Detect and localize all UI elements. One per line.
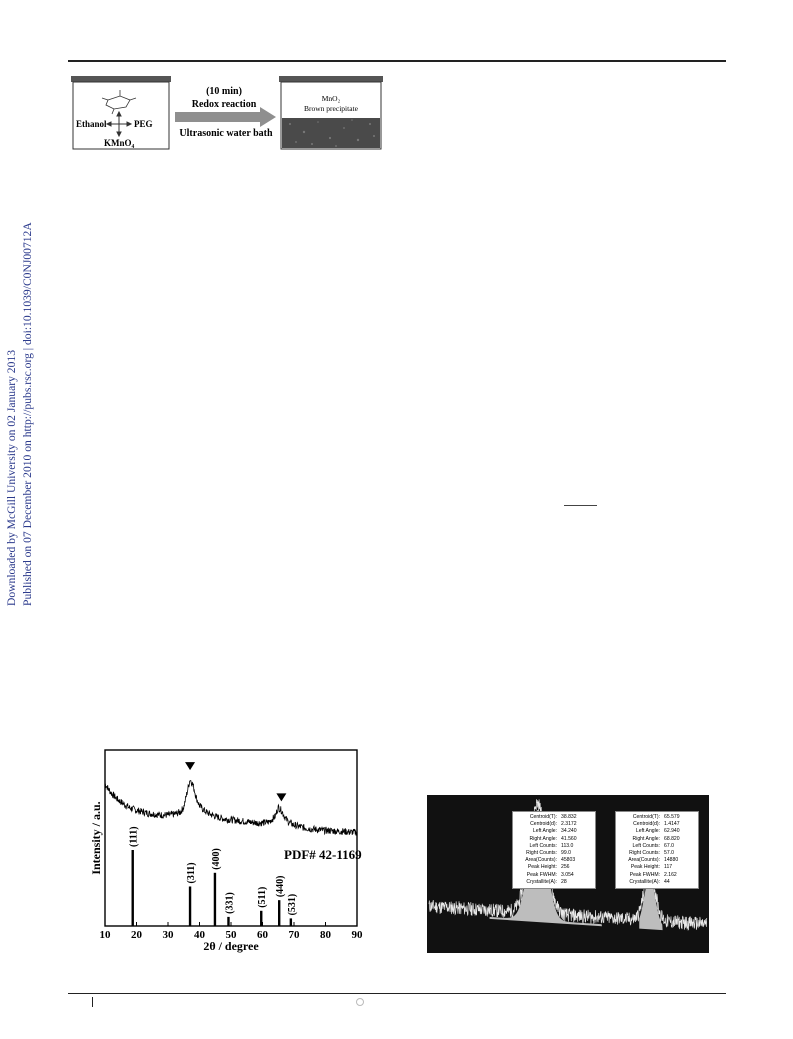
peak-info-key: Right Angle:: [529, 835, 557, 842]
peak-info-key: Peak Height:: [527, 864, 557, 871]
reference-peak-label: (511): [257, 886, 269, 908]
peak-info-row: [616, 828, 698, 835]
peak-info-key: Left Angle:: [635, 828, 660, 835]
peak-info-row: [616, 814, 698, 821]
peak-info-value: 57.0: [664, 850, 674, 857]
peak-info-key: Peak FWHM:: [629, 871, 660, 878]
peak-info-key: Area(Counts):: [628, 857, 660, 864]
peak-info-row: [513, 843, 595, 850]
peak-info-row: [513, 872, 595, 879]
peak-info-row: [513, 879, 595, 886]
peak-info-value: 99.0: [561, 850, 571, 857]
peak-info-key: Peak Height:: [630, 864, 660, 871]
peak-info-value: 67.0: [664, 842, 674, 849]
xrd-plot: [84, 748, 366, 958]
xrd-tick-label: 50: [225, 929, 237, 941]
peak-info-row: [513, 828, 595, 835]
xrd-tick-label: 20: [131, 929, 142, 941]
synthesis-scheme: [68, 74, 386, 152]
xrd-x-ticks: [100, 922, 364, 941]
brown-precipitate-layer: [282, 118, 380, 148]
xrd-tick-label: 70: [288, 929, 300, 941]
peak-info-value: 1.4147: [664, 821, 680, 828]
download-line: Downloaded by McGill University on 02 January 2013: [5, 350, 18, 606]
peak-info-value: 28: [561, 878, 567, 885]
peak-info-key: Centroid(T):: [529, 814, 557, 820]
peak-info-row: [616, 843, 698, 850]
label-peg: PEG: [134, 119, 153, 129]
peak-info-value: 117: [664, 864, 673, 871]
peak-info-box-2: [615, 811, 699, 889]
peak-info-row: [616, 857, 698, 864]
reaction-arrow-icon: [175, 107, 276, 127]
peak-info-row: [513, 864, 595, 871]
peak-info-key: Left Angle:: [532, 828, 557, 835]
xrd-tick-label: 40: [194, 929, 205, 941]
peak-info-key: Crystallite(A):: [526, 878, 557, 885]
peak-info-value: 3.054: [561, 871, 574, 878]
label-bath: Ultrasonic water bath: [179, 128, 273, 139]
reference-peak-label: (531): [286, 893, 298, 916]
download-note: [4, 222, 40, 606]
peak-info-key: Crystallite(A):: [629, 878, 660, 885]
peak-info-row: [616, 872, 698, 879]
peak-info-value: 34.240: [561, 828, 577, 835]
peak-info-key: Peak FWHM:: [526, 871, 557, 878]
peak-info-key: Right Counts:: [526, 850, 557, 857]
left-beaker-lid: [71, 76, 171, 82]
footer-rule: [68, 993, 726, 994]
reference-peak-label: (440): [275, 875, 287, 898]
peak-info-row: [513, 836, 595, 843]
peak-info-value: 44: [664, 878, 670, 885]
xrd-tick-label: 10: [99, 929, 111, 941]
peak-fit-panel: [427, 795, 709, 953]
reference-peak-label: (311): [186, 862, 198, 884]
peak-info-row: [513, 821, 595, 828]
peak-info-key: Left Counts:: [632, 842, 660, 849]
footer-tick: [92, 997, 93, 1007]
peak-info-box-1: [512, 811, 596, 889]
peak-info-row: [616, 864, 698, 871]
reference-peak-label: (111): [128, 826, 140, 847]
peak-info-value: 62.940: [664, 828, 680, 835]
reference-peak-label: (331): [224, 892, 236, 914]
xrd-tick-label: 30: [162, 929, 174, 941]
peak-info-key: Area(Counts):: [525, 857, 557, 864]
peak-info-value: 41.560: [561, 835, 577, 842]
xrd-card-label: PDF# 42-1169: [284, 847, 362, 862]
peak-info-value: 45803: [561, 857, 576, 864]
xrd-peak-markers: [185, 762, 286, 801]
peak-info-row: [616, 836, 698, 843]
peak-info-key: Centroid(d):: [530, 821, 557, 828]
peak-info-row: [616, 879, 698, 886]
peak-info-row: [616, 850, 698, 857]
peak-info-value: 2.162: [664, 871, 677, 878]
page-marker: [356, 998, 364, 1006]
peak-info-value: 2.3172: [561, 821, 577, 828]
short-rule: [564, 505, 597, 506]
label-ethanol: Ethanol: [76, 119, 107, 129]
peak-info-key: Left Counts:: [529, 842, 557, 849]
label-kmno4: KMnO₄: [104, 138, 135, 148]
xrd-tick-label: 60: [257, 929, 268, 941]
xrd-xlabel: 2θ / degree: [203, 939, 259, 953]
peak-marker-triangle: [185, 762, 195, 770]
published-line[interactable]: Published on 07 December 2010 on http://pubs.rsc.org | doi:10.1039/C0NJ00712A: [21, 222, 34, 606]
peak-info-row: [513, 857, 595, 864]
xrd-reference-peaks: [129, 826, 298, 926]
peak-info-row: [513, 814, 595, 821]
right-beaker-lid: [279, 76, 383, 82]
peak-info-value: 65.579: [664, 814, 680, 820]
peak-info-value: 113.0: [561, 842, 574, 849]
peak-info-row: [513, 850, 595, 857]
label-redox: Redox reaction: [191, 99, 257, 110]
peak-info-value: 14880: [664, 857, 679, 864]
xrd-chart: [84, 748, 366, 958]
label-precipitate: Brown precipitate: [304, 104, 358, 113]
peak-info-key: Right Counts:: [629, 850, 660, 857]
peak-info-value: 256: [561, 864, 570, 871]
header-rule: [68, 60, 726, 62]
xrd-tick-label: 90: [351, 929, 363, 941]
peak-info-row: [616, 821, 698, 828]
peak-info-key: Centroid(T):: [632, 814, 660, 820]
peak-marker-triangle: [276, 793, 286, 801]
xrd-ylabel: Intensity / a.u.: [89, 801, 103, 875]
label-mno2: MnO₂: [321, 94, 341, 103]
peak-info-key: Centroid(d):: [633, 821, 660, 828]
peak-info-value: 68.820: [664, 835, 680, 842]
xrd-tick-label: 80: [320, 929, 331, 941]
reference-peak-label: (400): [210, 848, 222, 870]
scheme-graphic: [68, 74, 386, 152]
peak-info-key: Right Angle:: [632, 835, 660, 842]
peak-info-value: 38.832: [561, 814, 577, 820]
label-time: (10 min): [206, 86, 242, 97]
xrd-series-line: [105, 781, 357, 836]
